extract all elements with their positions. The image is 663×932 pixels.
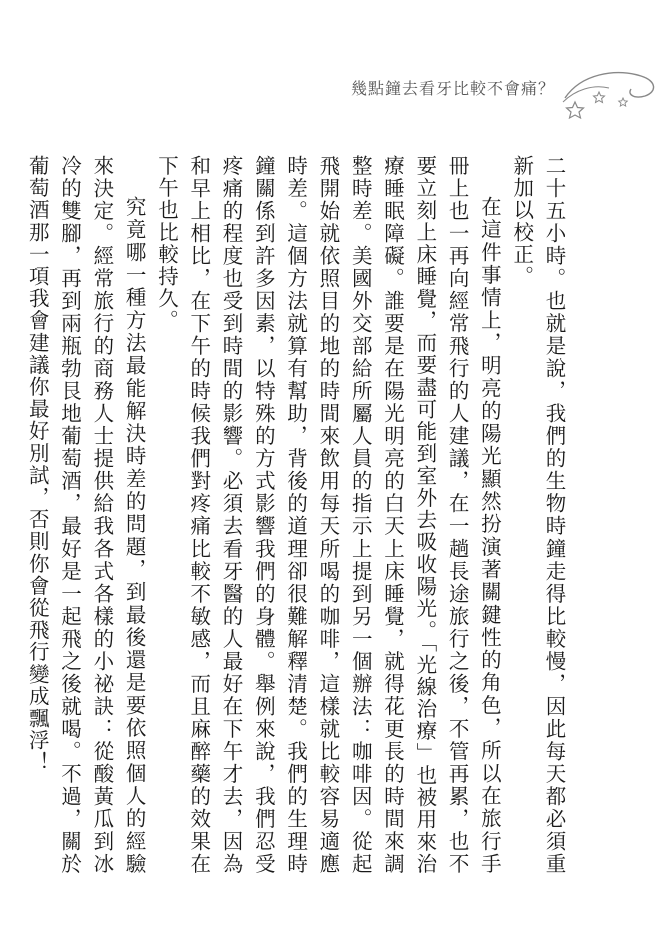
stars-swirl-icon: [553, 62, 663, 122]
running-header: [0, 0, 663, 140]
header-title: 幾點鐘去看牙比較不會痛？: [350, 79, 555, 98]
paragraph-3: 究竟哪一種方法最能解決時差的問題，到最後還是要依照個人的經驗來決定。經常旅行的商務人士提供給我各式各樣的小祕訣：從酸黃瓜到冰冷的雙腳，再到兩瓶勃艮地葡萄酒，最好是一起飛之後就喝。不過，關於葡萄酒那一項我會建議你最好別試，否則你會從飛行變成飄浮！: [25, 155, 147, 875]
paragraph-1: 二十五小時。也就是說，我們的生物時鐘走得比較慢，因此每天都必須重新加以校正。: [509, 155, 566, 875]
paragraph-2: 在這件事情上，明亮的陽光顯然扮演著關鍵性的角色，所以在旅行手冊上也一再向經常飛行的人建議，在一趟長途旅行之後，不管再累，也不要立刻上床睡覺，而要盡可能到室外去吸收陽光。「光線治療」也被用來治療睡眠障礙。誰要是在陽光明亮的白天上床睡覺，就得花更長的時間來調整時差。美國外交部給所屬人員的指示上提到另一個辦法：咖啡因。從起飛開始就依照目的地的時間來飲用每天所喝的咖啡，這樣就比較容易適應時差。這個方法就算有幫助，背後的道理卻很難解釋清楚。我們的生理時鐘關係到許多因素，以特殊的方式影響我們的身體。舉例來說，我們忍受疼痛的程度也受到時間的影響。必須去看牙醫的人最好在下午才去，因為和早上相比，在下午的時候我們對疼痛比較不敏感，而且麻醉藥的效果在下午也比較持久。: [154, 155, 502, 875]
vertical-text-body: [25, 155, 570, 875]
